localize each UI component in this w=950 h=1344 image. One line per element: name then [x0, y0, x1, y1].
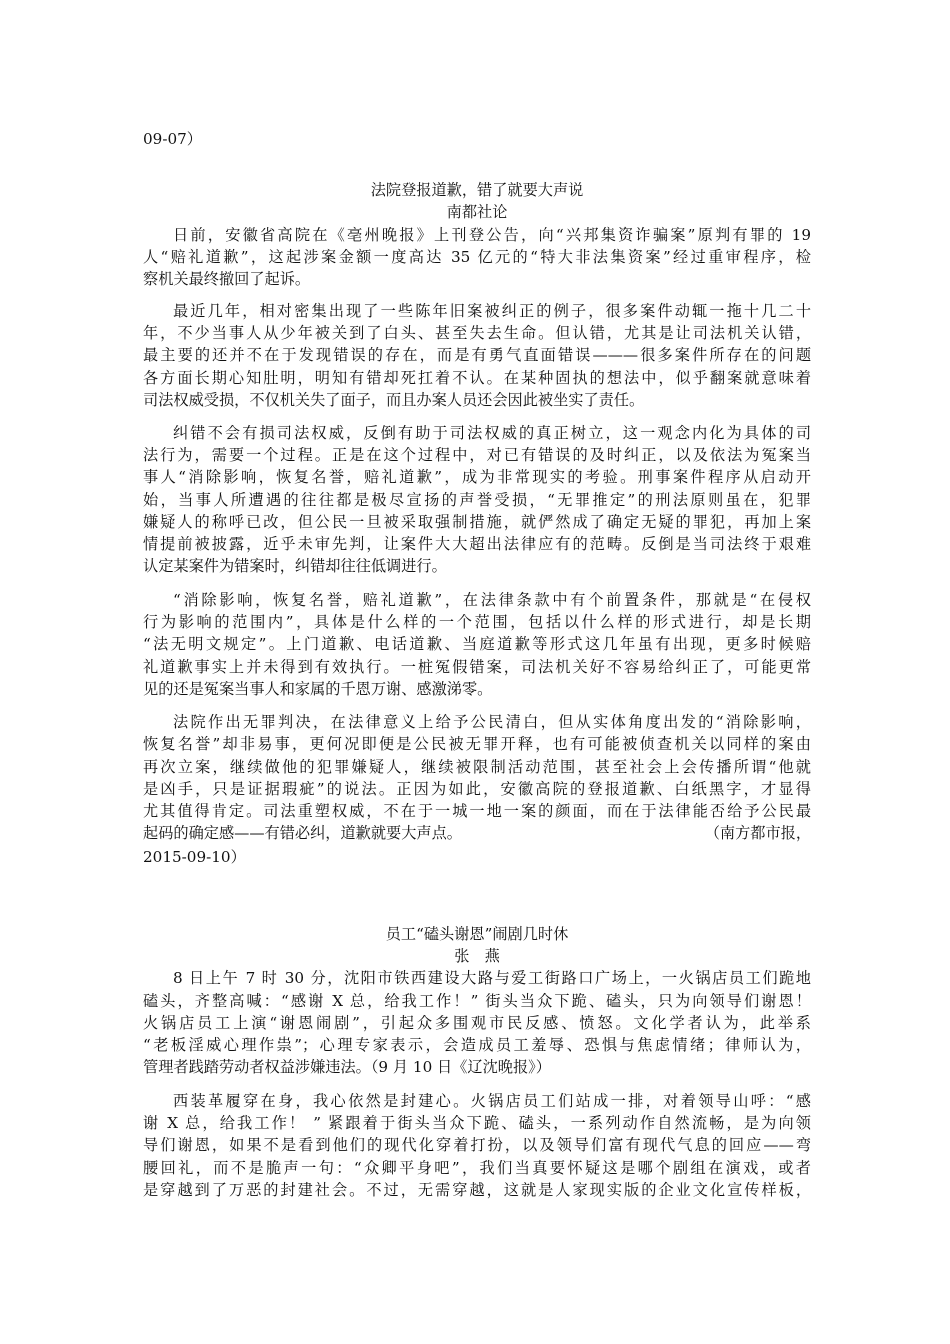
- paragraph-line: 导们谢恩，如果不是看到他们的现代化穿着打扮，以及领导们富有现代气息的回应——弯: [143, 1136, 811, 1154]
- paragraph-line: 是穿越到了万恶的封建社会。不过，无需穿越，这就是人家现实版的企业文化宣传样板，: [143, 1181, 811, 1199]
- paragraph-line: 年，不少当事人从少年被关到了白头、甚至失去生命。但认错，尤其是让司法机关认错，: [143, 324, 811, 342]
- paragraph-line: 嫌疑人的称呼已改，但公民一旦被采取强制措施，就俨然成了确定无疑的罪犯，再加上案: [143, 513, 811, 531]
- date-fragment: 09-07）: [143, 130, 202, 148]
- paragraph-line: 谢 X 总，给我工作！ ” 紧跟着于街头当众下跪、磕头，一系列动作自然流畅，是为向领: [143, 1114, 811, 1132]
- paragraph-line: 法行为，需要一个过程。正是在这个过程中，对已有错误的及时纠正，以及依法为冤案当: [143, 446, 811, 464]
- paragraph-line: 火锅店员工上演“谢恩闹剧”，引起众多围观市民反感、愤怒。文化学者认为，此举系: [143, 1014, 811, 1032]
- source-citation: （南方都市报，: [704, 824, 811, 842]
- paragraph-line: 各方面长期心知肚明，明知有错却死扛着不认。在某种固执的想法中，似乎翻案就意味着: [143, 369, 811, 387]
- paragraph-line: 最近几年，相对密集出现了一些陈年旧案被纠正的例子，很多案件动辄一拖十几二十: [173, 302, 811, 320]
- paragraph-line: 管理者践踏劳动者权益涉嫌违法。（9 月 10 日《辽沈晚报》）: [143, 1058, 551, 1076]
- article-byline: 张 燕: [454, 947, 500, 965]
- paragraph-line: 西装革履穿在身，我心依然是封建心。火锅店员工们站成一排，对着领导山呼：“感: [173, 1092, 811, 1110]
- paragraph-line: 最主要的还并不在于发现错误的存在，而是有勇气直面错误———很多案件所存在的问题: [143, 346, 811, 364]
- paragraph-line: 认定某案件为错案时，纠错却往往低调进行。: [143, 557, 447, 575]
- paragraph-line: 始，当事人所遭遇的往往都是极尽宣扬的声誉受损，“无罪推定”的刑法原则虽在，犯罪: [143, 491, 811, 509]
- paragraph-line: 事人“消除影响，恢复名誉，赔礼道歉”，成为非常现实的考验。刑事案件程序从启动开: [143, 468, 811, 486]
- paragraph-line: 情提前被披露，近乎未审先判，让案件大大超出法律应有的范畴。反倒是当司法终于艰难: [143, 535, 811, 553]
- paragraph-line: 法院作出无罪判决，在法律意义上给予公民清白，但从实体角度出发的“消除影响，: [173, 713, 811, 731]
- paragraph-line: 恢复名誉”却非易事，更何况即便是公民被无罪开释，也有可能被侦查机关以同样的案由: [143, 735, 811, 753]
- paragraph-line: 再次立案，继续做他的犯罪嫌疑人，继续被限制活动范围，甚至社会上会传播所谓“他就: [143, 758, 811, 776]
- paragraph-line: 纠错不会有损司法权威，反倒有助于司法权威的真正树立，这一观念内化为具体的司: [173, 424, 811, 442]
- paragraph-line: 日前，安徽省高院在《亳州晚报》上刊登公告，向“兴邦集资诈骗案”原判有罪的 19: [173, 226, 811, 244]
- paragraph-line: “老板淫威心理作祟”；心理专家表示，会造成员工羞辱、恐惧与焦虑情绪；律师认为，: [143, 1036, 811, 1054]
- paragraph-line: 8 日上午 7 时 30 分，沈阳市铁西建设大路与爱工街路口广场上，一火锅店员工们跪地: [173, 969, 811, 987]
- source-date: 2015-09-10）: [143, 848, 246, 866]
- paragraph-line: 礼道歉事实上并未得到有效执行。一桩冤假错案，司法机关好不容易给纠正了，可能更常: [143, 658, 811, 676]
- article-title: 员工“磕头谢恩”闹剧几时休: [385, 925, 569, 943]
- paragraph-line: 尤其值得肯定。司法重塑权威，不在于一城一地一案的颜面，而在于法律能否给予公民最: [143, 802, 811, 820]
- paragraph-line: 见的还是冤案当事人和家属的千恩万谢、感激涕零。: [143, 680, 493, 698]
- paragraph-line: 察机关最终撤回了起诉。: [143, 270, 311, 288]
- paragraph-line: “消除影响，恢复名誉，赔礼道歉”，在法律条款中有个前置条件，那就是“在侵权: [173, 591, 811, 609]
- paragraph-line: 人“赔礼道歉”，这起涉案金额一度高达 35 亿元的“特大非法集资案”经过重审程序，检: [143, 248, 811, 266]
- paragraph-line: 行为影响的范围内”，具体是什么样的一个范围，包括以什么样的形式进行，却是长期: [143, 613, 811, 631]
- article-title: 法院登报道歉，错了就要大声说: [370, 181, 584, 199]
- paragraph-line: 腰回礼，而不是脆声一句：“众卿平身吧”，我们当真要怀疑这是哪个剧组在演戏，或者: [143, 1159, 811, 1177]
- paragraph-line: “法无明文规定”。上门道歉、电话道歉、当庭道歉等形式这几年虽有出现，更多时候赔: [143, 635, 811, 653]
- article-byline: 南都社论: [446, 203, 508, 221]
- paragraph-line: 磕头，齐整高喊：“感谢 X 总，给我工作！” 街头当众下跪、磕头，只为向领导们谢恩！: [143, 992, 811, 1010]
- paragraph-line: 司法权威受损，不仅机关失了面子，而且办案人员还会因此被坐实了责任。: [143, 391, 645, 409]
- paragraph-line: 是凶手，只是证据瑕疵”的说法。正因为如此，安徽高院的登报道歉、白纸黑字，才显得: [143, 780, 811, 798]
- paragraph-line: 起码的确定感——有错必纠，道歉就要大声点。: [143, 824, 462, 842]
